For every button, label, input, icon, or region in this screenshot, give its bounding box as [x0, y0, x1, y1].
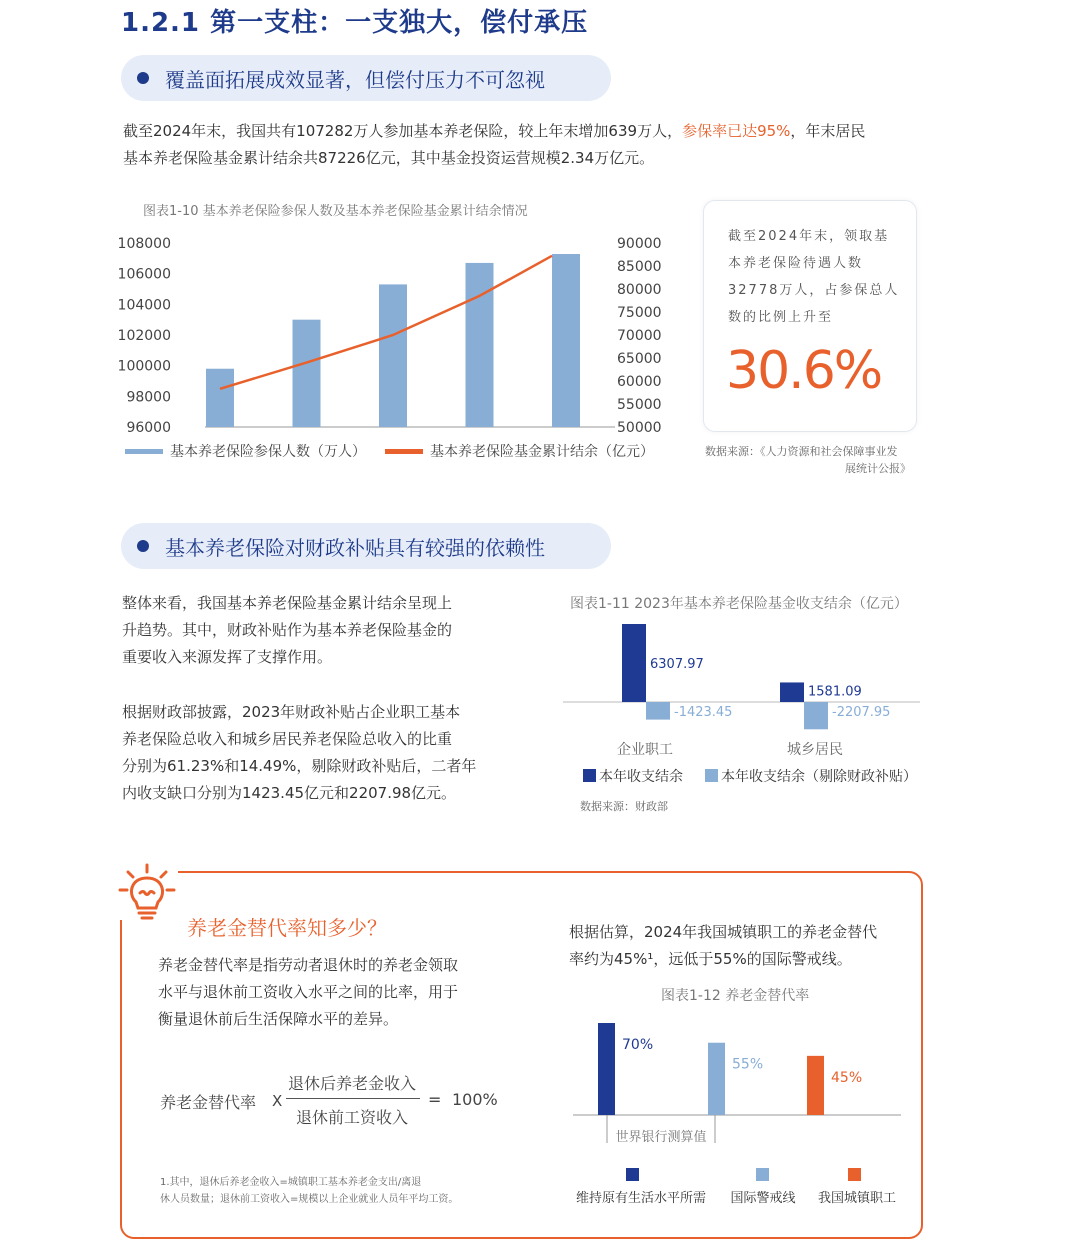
insured-bar [466, 263, 494, 427]
insured-bar [379, 284, 407, 427]
legend-swatch-bar [125, 449, 163, 454]
stat-callout-box [703, 200, 917, 432]
intro-paragraph [123, 118, 943, 172]
category-label: 城乡居民 [787, 742, 843, 758]
balance-bar-chart [555, 615, 935, 815]
y-left-tick-label: 104000 [117, 297, 171, 314]
fraction-bar [286, 1098, 420, 1099]
y-right-tick-label: 85000 [617, 259, 662, 275]
balance-bar [804, 702, 828, 729]
formula-lhs: 养老金替代率 [160, 1093, 257, 1112]
y-left-tick-label: 98000 [126, 389, 171, 406]
text-line: 重要收入来源发挥了支撑作用。 [122, 648, 333, 666]
formula-equals: = [428, 1090, 442, 1109]
text-line: 养老金替代率是指劳动者退休时的养老金领取 [158, 956, 459, 974]
data-label: 1581.09 [808, 684, 862, 700]
section-heading-text: 覆盖面拓展成效显著，但偿付压力不可忽视 [165, 68, 545, 92]
source-note: 数据来源：财政部 [580, 800, 668, 813]
text-line: 整体来看，我国基本养老保险基金累计结余呈现上 [122, 594, 453, 612]
footnote-line: 休人员数量；退休前工资收入=规模以上企业就业人员年平均工资。 [160, 1194, 459, 1205]
y-right-tick-label: 55000 [617, 397, 662, 413]
bar-line-chart [115, 225, 675, 470]
legend-swatch [583, 769, 596, 782]
body-paragraph [122, 590, 522, 671]
section-title: 1.2.1 第一支柱：一支独大，偿付承压 [121, 8, 589, 38]
y-left-tick-label: 100000 [117, 358, 171, 375]
stat-line: 数的比例上升至 [728, 310, 834, 325]
data-label: -1423.45 [674, 705, 733, 720]
data-label: -2207.95 [832, 705, 891, 720]
y-right-tick-label: 70000 [617, 328, 662, 344]
rate-bar [708, 1043, 725, 1115]
box-title: 养老金替代率知多少？ [187, 916, 387, 940]
text-line: 内收支缺口分别为1423.45亿元和2207.98亿元。 [122, 784, 457, 802]
y-right-tick-label: 80000 [617, 282, 662, 298]
legend-label: 国际警戒线 [730, 1191, 796, 1206]
text-line: 升趋势。其中，财政补贴作为基本养老保险基金的 [122, 621, 453, 639]
data-label: 70% [622, 1037, 654, 1053]
source-note: 展统计公报》 [845, 462, 911, 475]
insured-bar [293, 320, 321, 427]
stat-value: 30.6% [726, 341, 882, 401]
y-right-tick-label: 50000 [617, 420, 662, 436]
legend-label: 维持原有生活水平所需 [575, 1191, 707, 1206]
legend-label-line: 基本养老保险基金累计结余（亿元） [430, 444, 654, 460]
text-span: ，年末居民 [790, 122, 866, 140]
y-right-tick-label: 75000 [617, 305, 662, 321]
legend-label: 本年收支结余（剔除财政补贴） [721, 769, 917, 785]
data-label: 6307.97 [650, 657, 704, 672]
bullet-dot [137, 72, 149, 84]
y-left-tick-label: 102000 [117, 328, 171, 344]
y-left-tick-label: 96000 [126, 420, 171, 436]
y-left-tick-label: 108000 [117, 236, 171, 252]
chart-title: 图表1-11 2023年基本养老保险基金收支结余（亿元） [570, 596, 908, 612]
definition-text [158, 952, 458, 1033]
stat-description [728, 223, 899, 331]
category-label: 企业职工 [617, 742, 673, 758]
stat-line: 本养老保险待遇人数 [728, 256, 864, 271]
stat-line: 截至2024年末，领取基 [728, 229, 890, 244]
balance-bar [780, 682, 804, 702]
data-label: 45% [831, 1069, 863, 1086]
chart-title: 图表1-12 养老金替代率 [661, 988, 810, 1004]
rate-bar [807, 1056, 824, 1115]
y-right-tick-label: 65000 [617, 351, 662, 367]
bullet-dot [137, 540, 149, 552]
text-line: 率约为45%¹，远低于55%的国际警戒线。 [569, 950, 852, 968]
insured-bar [552, 254, 580, 427]
insured-bar [206, 369, 234, 427]
formula-numerator: 退休后养老金收入 [288, 1074, 417, 1093]
category-label: 世界银行测算值 [615, 1130, 707, 1145]
text-line: 水平与退休前工资收入水平之间的比率，用于 [158, 983, 459, 1001]
y-right-tick-label: 60000 [617, 374, 662, 390]
text-line: 衡量退休前后生活保障水平的差异。 [158, 1010, 399, 1028]
y-left-tick-label: 106000 [117, 266, 171, 283]
balance-bar [622, 624, 646, 702]
footnote-line: 1.其中，退休后养老金收入=城镇职工基本养老金支出/离退 [160, 1177, 422, 1188]
text-line: 基本养老保险基金累计结余共87226亿元，其中基金投资运营规模2.34万亿元。 [123, 149, 655, 167]
y-right-tick-label: 90000 [617, 236, 662, 252]
footnote [160, 1174, 458, 1208]
legend-label: 我国城镇职工 [817, 1191, 897, 1206]
legend-label: 本年收支结余 [599, 769, 683, 785]
chart-title: 图表1-10 基本养老保险参保人数及基本养老保险基金累计结余情况 [143, 204, 528, 219]
section-heading-pill [121, 55, 611, 101]
formula-denominator: 退休前工资收入 [296, 1108, 409, 1127]
text-span: 截至2024年末，我国共有107282万人参加基本养老保险，较上年末增加639万人， [123, 122, 683, 140]
legend-swatch-line [385, 449, 423, 454]
body-paragraph [122, 699, 522, 807]
legend-swatch [626, 1168, 639, 1181]
text-line: 根据估算，2024年我国城镇职工的养老金替代 [569, 923, 878, 941]
formula-rhs: 100% [452, 1090, 498, 1109]
lightbulb-icon [116, 862, 178, 924]
estimate-text [569, 919, 877, 973]
text-line: 分别为61.23%和14.49%，剔除财政补贴后，二者年 [122, 757, 477, 775]
legend-label-bar: 基本养老保险参保人数（万人） [170, 444, 366, 460]
legend-swatch [848, 1168, 861, 1181]
text-line: 养老保险总收入和城乡居民养老保险总收入的比重 [122, 730, 453, 748]
rate-bar [598, 1023, 615, 1115]
highlight-text: 参保率已达95% [682, 122, 791, 140]
legend-swatch [756, 1168, 769, 1181]
balance-bar [646, 702, 670, 720]
source-note: 数据来源：《人力资源和社会保障事业发 [705, 445, 898, 458]
replacement-rate-chart [565, 1005, 910, 1210]
legend-swatch [705, 769, 718, 782]
stat-line: 32778万人，占参保总人 [728, 283, 900, 298]
data-label: 55% [732, 1056, 764, 1073]
formula-multiply: X [272, 1092, 283, 1110]
section-heading-text: 基本养老保险对财政补贴具有较强的依赖性 [165, 536, 545, 560]
text-line: 根据财政部披露，2023年财政补贴占企业职工基本 [122, 703, 461, 721]
section-heading-pill [121, 523, 611, 569]
